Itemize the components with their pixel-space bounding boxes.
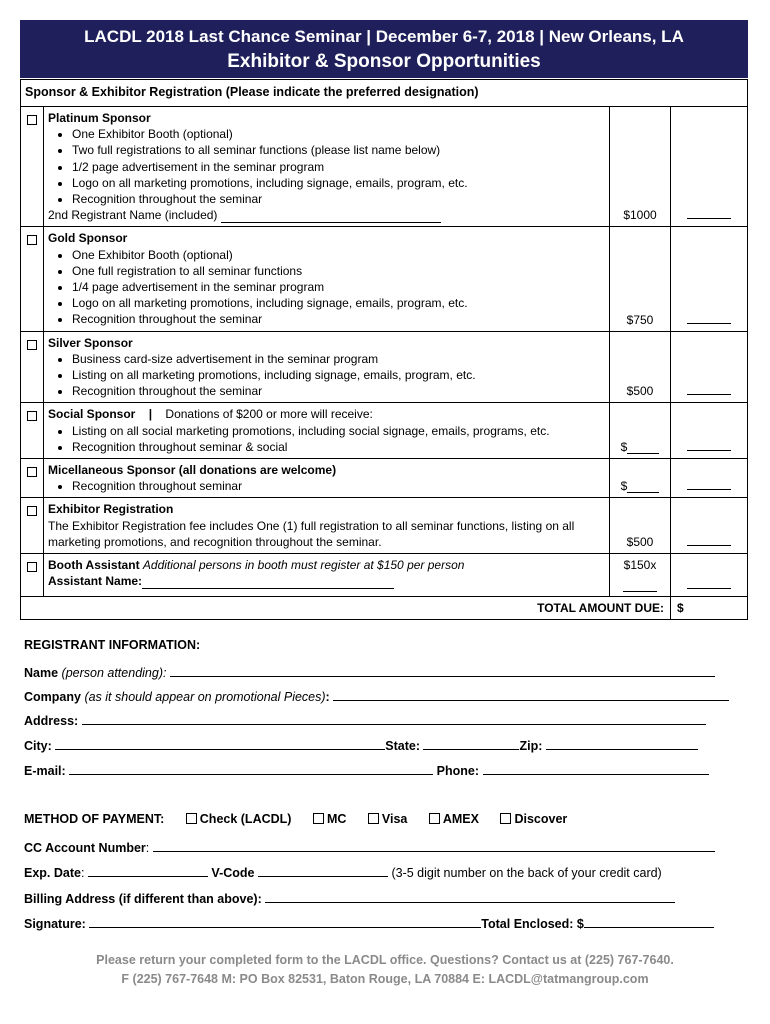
quantity-field[interactable] bbox=[687, 393, 731, 395]
list-item: • 1/4 page advertisement in the seminar program bbox=[72, 279, 607, 295]
row-title: Booth Assistant bbox=[48, 558, 140, 573]
email-label: E-mail: bbox=[24, 764, 66, 778]
table-row: Social Sponsor | Donations of $200 or more will receive: • Listing on all social marketing promotions, including social signage, emails, programs, etc. • Recognition throughout seminar & social $ bbox=[21, 403, 748, 459]
list-item: • Listing on all marketing promotions, including signage, emails, program, etc. bbox=[72, 367, 607, 383]
row-title: Micellaneous Sponsor (all donations are welcome) bbox=[48, 463, 337, 478]
platinum-checkbox[interactable] bbox=[27, 115, 37, 125]
gold-checkbox[interactable] bbox=[27, 235, 37, 245]
amount: $1000 bbox=[610, 107, 671, 227]
checkbox-icon bbox=[313, 813, 324, 824]
payment-option-amex[interactable]: AMEX bbox=[429, 812, 479, 826]
table-row bbox=[21, 459, 748, 498]
city-field[interactable] bbox=[55, 737, 385, 750]
address-field[interactable] bbox=[82, 712, 706, 725]
row-note: Additional persons in booth must register at $150 per person bbox=[142, 558, 465, 573]
list-item: • Listing on all social marketing promotions, including social signage, emails, programs, etc. bbox=[72, 423, 607, 439]
cc-field[interactable] bbox=[153, 839, 715, 852]
list-item: • Recognition throughout seminar bbox=[72, 478, 607, 494]
billing-field[interactable] bbox=[265, 890, 675, 903]
booth-assistant-checkbox[interactable] bbox=[27, 562, 37, 572]
cc-row: CC Account Number: bbox=[24, 839, 706, 855]
row-description: The Exhibitor Registration fee includes One (1) full registration to all seminar functions, listing on all marketing promotions, and recognition throughout the seminar. bbox=[48, 518, 575, 549]
zip-field[interactable] bbox=[546, 737, 698, 750]
footer-line-1: Please return your completed form to the LACDL office. Questions? Contact us at (225) 767-7640. bbox=[96, 953, 674, 967]
checkbox-icon bbox=[368, 813, 379, 824]
quantity-field[interactable] bbox=[687, 488, 731, 490]
amount: $750 bbox=[610, 227, 671, 331]
quantity-field[interactable] bbox=[687, 322, 731, 324]
amount: $150x bbox=[623, 558, 657, 573]
vcode-note: (3-5 digit number on the back of your credit card) bbox=[391, 866, 662, 880]
amount: $ bbox=[620, 479, 628, 494]
list-item: • Logo on all marketing promotions, including signage, emails, program, etc. bbox=[72, 295, 607, 311]
payment-label: METHOD OF PAYMENT: bbox=[24, 812, 165, 826]
list-item: • Two full registrations to all seminar functions (please list name below) bbox=[72, 142, 607, 158]
registrant-heading: REGISTRANT INFORMATION: bbox=[24, 638, 201, 652]
footer-line-2: F (225) 767-7648 M: PO Box 82531, Baton Rouge, LA 70884 E: LACDL@tatmangroup.com bbox=[121, 972, 649, 986]
name-row bbox=[24, 664, 706, 680]
second-registrant-field[interactable] bbox=[221, 210, 441, 223]
amount-field[interactable] bbox=[627, 441, 659, 454]
city-row bbox=[24, 737, 706, 753]
amount-field[interactable] bbox=[627, 480, 659, 493]
row-title: Platinum Sponsor bbox=[48, 111, 151, 125]
vcode-field[interactable] bbox=[258, 864, 388, 877]
phone-field[interactable] bbox=[483, 762, 709, 775]
table-row bbox=[21, 331, 748, 403]
payment-methods bbox=[24, 812, 585, 826]
payment-option-mc[interactable]: MC bbox=[313, 812, 346, 826]
miscellaneous-checkbox[interactable] bbox=[27, 467, 37, 477]
payment-option-discover[interactable]: Discover bbox=[500, 812, 567, 826]
exp-label: Exp. Date bbox=[24, 866, 81, 880]
phone-label: Phone: bbox=[436, 764, 480, 778]
table-row bbox=[21, 498, 748, 554]
checkbox-icon bbox=[429, 813, 440, 824]
form-header bbox=[20, 20, 748, 78]
total-row bbox=[21, 597, 748, 620]
vcode-label: V-Code bbox=[211, 866, 255, 880]
second-registrant-label: 2nd Registrant Name (included) bbox=[48, 208, 218, 223]
total-label: TOTAL AMOUNT DUE: bbox=[21, 597, 671, 620]
row-title: Exhibitor Registration bbox=[48, 502, 174, 517]
company-label: Company bbox=[24, 690, 81, 704]
quantity-field[interactable] bbox=[687, 544, 731, 546]
quantity-field[interactable] bbox=[687, 217, 731, 219]
assistant-name-label: Assistant Name: bbox=[48, 574, 143, 589]
table-row bbox=[21, 227, 748, 331]
checkbox-icon bbox=[186, 813, 197, 824]
address-label: Address: bbox=[24, 714, 79, 728]
amount: $500 bbox=[610, 331, 671, 403]
exhibitor-checkbox[interactable] bbox=[27, 506, 37, 516]
name-note: (person attending): bbox=[61, 666, 167, 680]
company-field[interactable] bbox=[333, 688, 729, 701]
amount-field[interactable] bbox=[623, 579, 657, 592]
total-value[interactable]: $ bbox=[671, 597, 748, 620]
total-enclosed-field[interactable] bbox=[584, 915, 714, 928]
list-item: • Business card-size advertisement in the seminar program bbox=[72, 351, 607, 367]
row-title: Gold Sponsor bbox=[48, 231, 128, 246]
checkbox-icon bbox=[500, 813, 511, 824]
silver-checkbox[interactable] bbox=[27, 340, 37, 350]
name-label: Name bbox=[24, 666, 59, 680]
amount: $ bbox=[620, 440, 628, 455]
city-label: City: bbox=[24, 739, 52, 753]
table-row bbox=[21, 554, 748, 597]
billing-row bbox=[24, 890, 706, 906]
quantity-field[interactable] bbox=[687, 449, 731, 451]
email-row bbox=[24, 762, 706, 778]
exp-row: Exp. Date: V-Code (3-5 digit number on the back of your credit card) bbox=[24, 866, 662, 880]
table-row bbox=[21, 107, 748, 227]
list-item: • One Exhibitor Booth (optional) bbox=[72, 126, 607, 142]
list-item: • One Exhibitor Booth (optional) bbox=[72, 247, 607, 263]
company-note: (as it should appear on promotional Pieces) bbox=[84, 690, 326, 704]
state-field[interactable] bbox=[423, 737, 519, 750]
payment-option-visa[interactable]: Visa bbox=[368, 812, 408, 826]
social-checkbox[interactable] bbox=[27, 411, 37, 421]
address-row bbox=[24, 712, 706, 728]
exp-field[interactable] bbox=[88, 864, 208, 877]
list-item: • Recognition throughout the seminar bbox=[72, 383, 607, 399]
signature-label: Signature: bbox=[24, 917, 86, 931]
list-item: • Recognition throughout seminar & social bbox=[72, 439, 607, 455]
state-label: State: bbox=[385, 739, 420, 753]
row-note: Donations of $200 or more will receive: bbox=[165, 407, 373, 422]
list-item: • 1/2 page advertisement in the seminar program bbox=[72, 159, 607, 175]
header-subtitle: Exhibitor & Sponsor Opportunities bbox=[227, 51, 541, 72]
list-item: • Recognition throughout the seminar bbox=[72, 191, 607, 207]
cc-label: CC Account Number bbox=[24, 841, 146, 855]
registration-table bbox=[20, 79, 748, 620]
amount: $500 bbox=[610, 498, 671, 554]
company-row: Company (as it should appear on promotional Pieces): bbox=[24, 688, 706, 704]
list-item: • Logo on all marketing promotions, including signage, emails, program, etc. bbox=[72, 175, 607, 191]
assistant-name-field[interactable] bbox=[142, 576, 394, 589]
name-field[interactable] bbox=[170, 664, 715, 677]
list-item: • Recognition throughout the seminar bbox=[72, 311, 607, 327]
total-enclosed-label: Total Enclosed: $ bbox=[481, 917, 584, 931]
list-item: • One full registration to all seminar functions bbox=[72, 263, 607, 279]
quantity-field[interactable] bbox=[687, 587, 731, 589]
signature-field[interactable] bbox=[89, 915, 481, 928]
signature-row bbox=[24, 915, 706, 931]
row-title: Social Sponsor bbox=[48, 407, 136, 422]
section-title: Sponsor & Exhibitor Registration (Please indicate the preferred designation) bbox=[21, 80, 748, 107]
header-title: LACDL 2018 Last Chance Seminar | December 6-7, 2018 | New Orleans, LA bbox=[84, 27, 684, 46]
zip-label: Zip: bbox=[519, 739, 543, 753]
billing-label: Billing Address (if different than above): bbox=[24, 892, 262, 906]
payment-option-check[interactable]: Check (LACDL) bbox=[186, 812, 292, 826]
row-title: Silver Sponsor bbox=[48, 335, 133, 350]
email-field[interactable] bbox=[69, 762, 433, 775]
